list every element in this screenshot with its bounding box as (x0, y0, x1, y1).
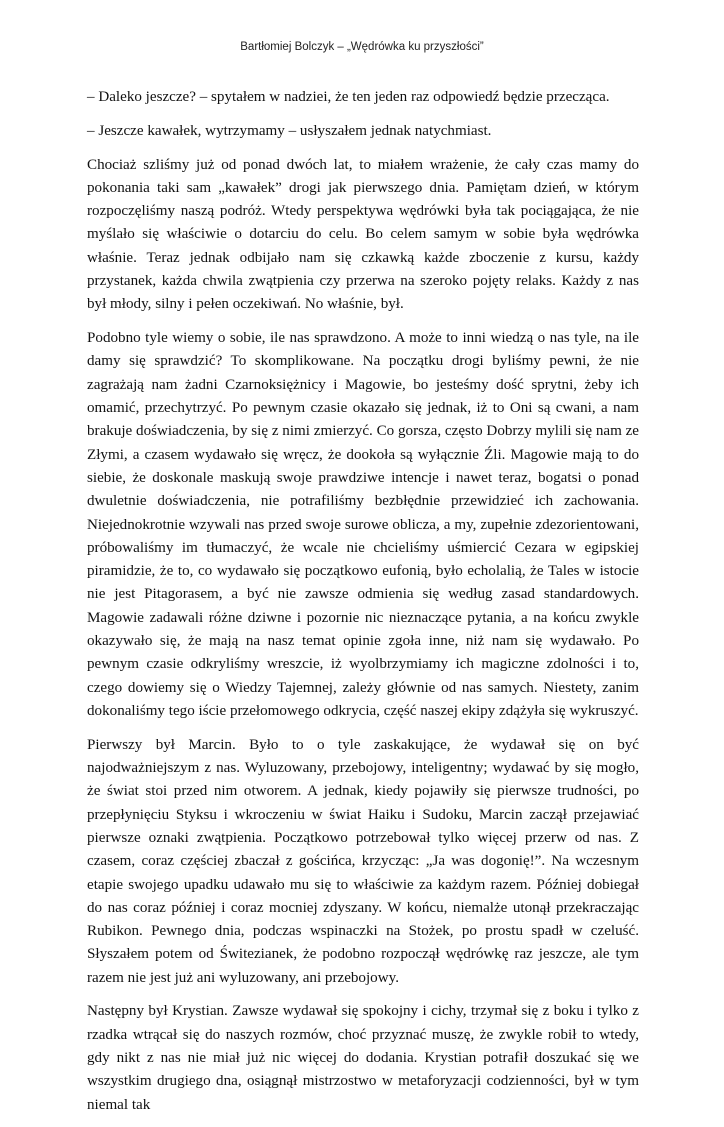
paragraph-krystian: Następny był Krystian. Zawsze wydawał się spokojny i cichy, trzymał się z boku i tylko z rzadka wtrącał się do naszych rozmów, choć przyznać muszę, że zwykle robił to wtedy, gdy nikt z nas nie miał już nic więcej do dodania. Krystian potrafił doszukać się we wszystkim drugiego dna, osiągnął mistrzostwo w metaforyzacji codzienności, był w tym niemal tak (87, 1003, 639, 1113)
paragraph-magicians: Podobno tyle wiemy o sobie, ile nas sprawdzono. A może to inni wiedzą o nas tyle, na ile damy się sprawdzić? To skomplikowane. Na początku drogi byliśmy pewni, że nie zagrażają nam żadni Czarnoksiężnicy i Magowie, bo jesteśmy dość sprytni, żeby ich omamić, przechytrzyć. Po pewnym czasie okazało się jednak, iż to Oni są cwani, a nam brakuje doświadczenia, by się z nimi zmierzyć. Co gorsza, często Dobrzy mylili się nam ze Złymi, a czasem wydawało się wręcz, że dookoła są wyłącznie Źli. Magowie mają to do siebie, że doskonale maskują swoje prawdziwe intencje i nawet teraz, bogatsi o ponad dwuletnie doświadczenia, nie potrafiliśmy bezbłędnie przewidzieć ich zachowania. Niejednokrotnie wzywali nas przed swoje surowe oblicza, a my, zupełnie zdezorientowani, próbowaliśmy im tłumaczyć, że wcale nie chcieliśmy uśmiercić Cezara w egipskiej piramidzie, że to, co wydawało się początkowo eufonią, było echolalią, że Tales w istocie nie jest Pitagorasem, a być nie zawsze odmienia się według zasad standardowych. Magowie zadawali różne dziwne i pozornie nic nieznaczące pytania, a na końcu zwykle okazywało się, że mają na nasz temat opinie zgoła inne, niż nam się wydawało. Po pewnym czasie odkryliśmy wreszcie, iż wyolbrzymiamy ich magiczne zdolności i to, czego dowiemy się o Wiedzy Tajemnej, zależy głównie od nas samych. Niestety, zanim dokonaliśmy tego iście przełomowego odkrycia, część naszej ekipy zdążyła się wykruszyć. (87, 330, 639, 719)
paragraph-marcin: Pierwszy był Marcin. Było to o tyle zaskakujące, że wydawał się on być najodważniejszym z nas. Wyluzowany, przebojowy, inteligentny; wydawać by się mogło, że świat stoi przed nim otworem. A jednak, kiedy pojawiły się pierwsze trudności, po przepłynięciu Styksu i wkroczeniu w świat Haiku i Sudoku, Marcin zaczął przejawiać pierwsze oznaki zwątpienia. Początkowo potrzebował tylko więcej przerw od nas. Z czasem, coraz częściej zbaczał z gościńca, krzycząc: „Ja was dogonię!”. Na wczesnym etapie swojego upadku udawało mu się to właściwie za każdym razem. Później dobiegał do nas coraz później i coraz mocniej zdyszany. W końcu, niemalże utonął przekraczając Rubikon. Pewnego dnia, podczas wspinaczki na Stożek, po prostu spadł w czeluść. Słyszałem potem od Świtezianek, że podobno rozpoczął wędrówkę raz jeszcze, ale tym razem nie jest już ani wyluzowany, ani przebojowy. (87, 736, 639, 986)
page-header: Bartłomiej Bolczyk – „Wędrówka ku przyszłości” (240, 41, 484, 53)
paragraph-dialogue-1: – Daleko jeszcze? – spytałem w nadziei, że ten jeden raz odpowiedź będzie przecząca. (87, 89, 610, 105)
paragraph-journey: Chociaż szliśmy już od ponad dwóch lat, to miałem wrażenie, że cały czas mamy do pokonania taki sam „kawałek” drogi jak pierwszego dnia. Pamiętam dzień, w którym rozpoczęliśmy naszą podróż. Wtedy perspektywa wędrówki była tak pociągająca, że nie myślało się właściwie o dotarciu do celu. Bo celem samym w sobie była wędrówka właśnie. Teraz jednak odbijało nam się czkawką każde zboczenie z kursu, każdy przystanek, każda chwila zwątpienia czy przerwa na szeroko pojęty relaks. Każdy z nas był młody, silny i pełen oczekiwań. No właśnie, był. (87, 156, 639, 313)
paragraph-dialogue-2: – Jeszcze kawałek, wytrzymamy – usłyszałem jednak natychmiast. (87, 122, 492, 139)
document-body (87, 86, 639, 1127)
